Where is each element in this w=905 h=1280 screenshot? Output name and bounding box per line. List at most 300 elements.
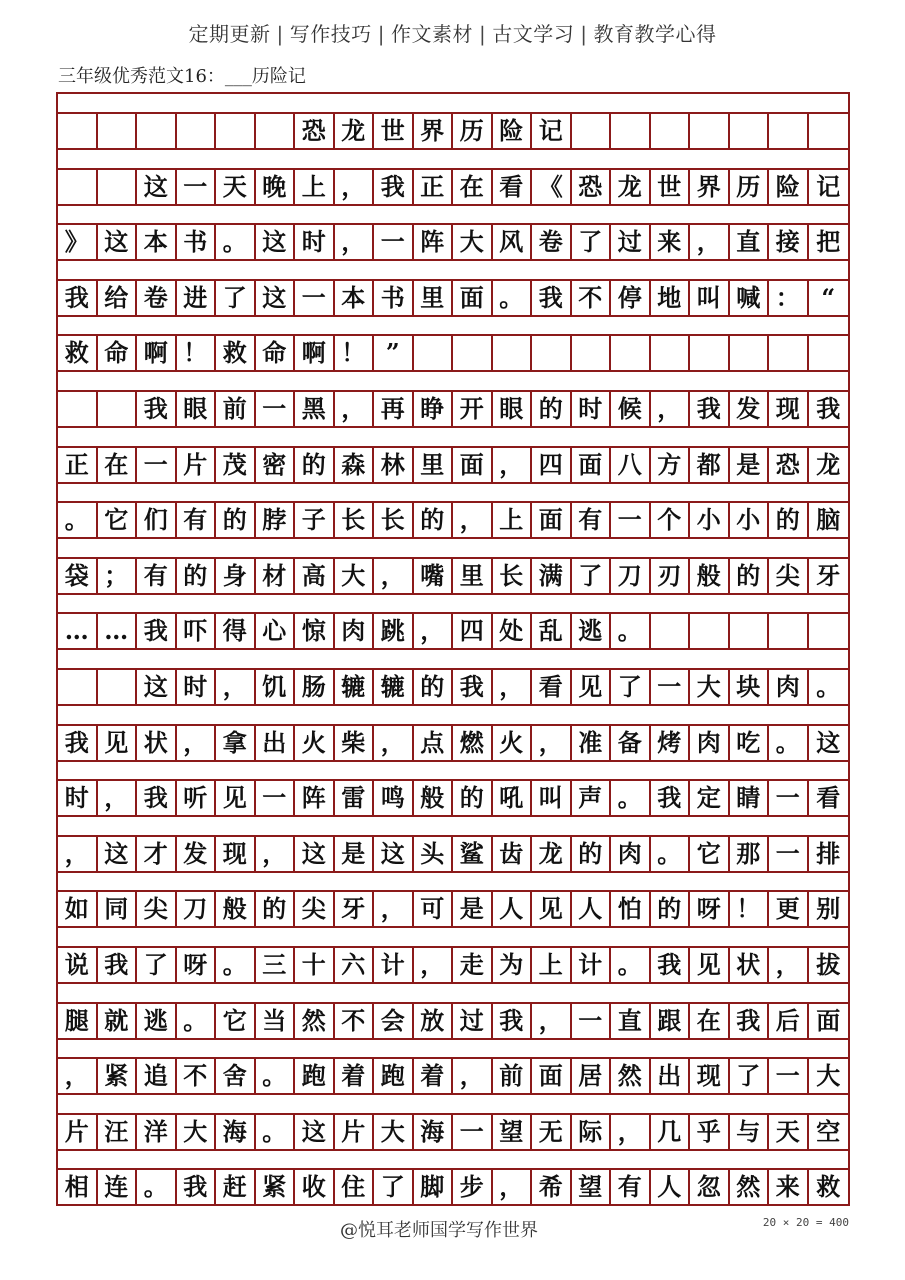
grid-cell [414, 336, 454, 370]
grid-cell: 一 [256, 781, 296, 815]
grid-cell: 过 [453, 1004, 493, 1038]
grid-cell: 追 [137, 1059, 177, 1093]
grid-cell: 我 [177, 1170, 217, 1204]
grid-cell: 方 [651, 448, 691, 482]
grid-cell: 一 [137, 448, 177, 482]
grid-cell [58, 670, 98, 704]
grid-cell [809, 614, 849, 648]
grid-cell: 它 [690, 837, 730, 871]
grid-cell: 汪 [98, 1115, 138, 1149]
grid-cell: 尖 [137, 892, 177, 926]
grid-cell: 面 [816, 1005, 841, 1035]
grid-cell: 连 [98, 1170, 138, 1204]
grid-cell: 走 [453, 948, 493, 982]
grid-cell: 嘴 [414, 559, 454, 593]
grid-cell: 声 [572, 781, 612, 815]
grid-cell: 腿 [58, 1004, 98, 1038]
grid-cell: 然 [611, 1059, 651, 1093]
grid-cell: 地 [651, 281, 691, 315]
grid-cell: 面 [532, 503, 572, 537]
grid-cell [177, 114, 217, 148]
grid-cell: 齿 [493, 837, 533, 871]
header-item-updates: 定期更新 [188, 22, 271, 46]
grid-cell [532, 336, 572, 370]
grid-cell: 不 [335, 1004, 375, 1038]
grid-cell: ， [374, 726, 414, 760]
grid-cell: 时 [295, 225, 335, 259]
grid-cell: 海 [216, 1115, 256, 1149]
grid-row [58, 612, 848, 650]
grid-cell: 给 [98, 281, 138, 315]
grid-cell: 龙 [611, 170, 651, 204]
grid-cell: ， [414, 614, 454, 648]
grid-cell: 饥 [256, 670, 296, 704]
grid-cell: 同 [98, 892, 138, 926]
grid-cell [651, 114, 691, 148]
grid-cell: 我 [137, 781, 177, 815]
grid-cell: 然 [295, 1004, 335, 1038]
grid-row [58, 334, 848, 372]
grid-cell: 面 [453, 281, 493, 315]
grid-cell: 睁 [414, 392, 454, 426]
grid-cell: 的 [651, 892, 691, 926]
grid-cell: 逃 [137, 1004, 177, 1038]
grid-cell: 当 [256, 1004, 296, 1038]
grid-cell: 高 [295, 559, 335, 593]
header-item-classical: 古文学习 [492, 22, 575, 46]
grid-cell: 是 [453, 892, 493, 926]
grid-cell: 吓 [177, 614, 217, 648]
grid-cell: 救 [216, 336, 256, 370]
grid-cell: 的 [572, 837, 612, 871]
grid-cell: ， [335, 170, 375, 204]
grid-cell [809, 114, 849, 148]
grid-cell: ， [453, 1059, 493, 1093]
grid-cell: 的 [177, 559, 217, 593]
grid-row [58, 835, 848, 873]
grid-cell: 救 [816, 1172, 841, 1202]
grid-cell [730, 336, 770, 370]
grid-cell: 袋 [58, 559, 98, 593]
grid-cell: 我 [453, 670, 493, 704]
grid-cell: 现 [216, 837, 256, 871]
grid-cell: 怕 [611, 892, 651, 926]
grid-cell: 风 [493, 225, 533, 259]
grid-cell [256, 114, 296, 148]
grid-cell: “ [821, 282, 836, 312]
grid-cell: 书 [177, 225, 217, 259]
grid-cell: 我 [137, 614, 177, 648]
grid-cell [809, 336, 849, 370]
grid-cell: 世 [651, 170, 691, 204]
grid-cell [769, 614, 809, 648]
grid-row [58, 168, 848, 206]
grid-cell: 前 [493, 1059, 533, 1093]
grid-cell: 一 [453, 1115, 493, 1149]
grid-cell: 大 [374, 1115, 414, 1149]
grid-cell: 我 [58, 726, 98, 760]
grid-cell: 几 [651, 1115, 691, 1149]
grid-cell: 般 [216, 892, 256, 926]
grid-cell: 龙 [816, 449, 841, 479]
grid-cell: 林 [374, 448, 414, 482]
grid-row [58, 1168, 848, 1206]
grid-cell: 上 [532, 948, 572, 982]
essay-subtitle: 三年级优秀范文16：___历险记 [58, 66, 306, 87]
grid-cell: 上 [493, 503, 533, 537]
grid-cell [137, 114, 177, 148]
grid-cell: 大 [335, 559, 375, 593]
grid-cell: 跳 [374, 614, 414, 648]
grid-cell: 一 [651, 670, 691, 704]
grid-cell: 六 [335, 948, 375, 982]
grid-cell: 与 [730, 1115, 770, 1149]
grid-cell: 乎 [690, 1115, 730, 1149]
grid-cell: 际 [572, 1115, 612, 1149]
grid-cell [690, 336, 730, 370]
grid-cell: 紧 [256, 1170, 296, 1204]
grid-cell: 脚 [414, 1170, 454, 1204]
grid-cell: 在 [690, 1004, 730, 1038]
grid-cell: 恐 [769, 448, 809, 482]
grid-cell: 见 [532, 892, 572, 926]
grid-cell: 肉 [690, 726, 730, 760]
grid-cell: 在 [453, 170, 493, 204]
grid-row [58, 724, 848, 762]
grid-cell: 不 [572, 281, 612, 315]
grid-cell: 四 [532, 448, 572, 482]
grid-row [58, 1002, 848, 1040]
grid-cell: 我 [493, 1004, 533, 1038]
grid-cell: 森 [335, 448, 375, 482]
grid-cell: 火 [295, 726, 335, 760]
grid-cell: 不 [177, 1059, 217, 1093]
grid-cell: 看 [532, 670, 572, 704]
grid-cell: 了 [374, 1170, 414, 1204]
grid-cell: 见 [216, 781, 256, 815]
grid-cell: 直 [611, 1004, 651, 1038]
grid-cell: 望 [493, 1115, 533, 1149]
grid-cell: 这 [256, 281, 296, 315]
grid-cell: 这 [295, 1115, 335, 1149]
grid-cell: 的 [256, 892, 296, 926]
grid-cell: 阵 [414, 225, 454, 259]
grid-cell: 界 [690, 170, 730, 204]
grid-cell [58, 114, 98, 148]
header-separator: | [580, 22, 588, 46]
grid-cell: 听 [177, 781, 217, 815]
grid-cell: 子 [295, 503, 335, 537]
grid-cell: ， [453, 503, 493, 537]
grid-cell: 叫 [690, 281, 730, 315]
grid-cell: 再 [374, 392, 414, 426]
grid-cell: 面 [453, 448, 493, 482]
author-watermark: @悦耳老师国学写作世界 [340, 1220, 538, 1241]
grid-cell: ， [690, 225, 730, 259]
grid-cell: 的 [414, 503, 454, 537]
grid-cell: 。 [651, 837, 691, 871]
grid-cell: 了 [730, 1059, 770, 1093]
grid-cell: 我 [58, 281, 98, 315]
grid-cell: 希 [532, 1170, 572, 1204]
grid-cell: 都 [690, 448, 730, 482]
header-item-writing-tips: 写作技巧 [289, 22, 372, 46]
grid-cell: 有 [572, 503, 612, 537]
grid-cell: 。 [216, 948, 256, 982]
grid-cell: 来 [651, 225, 691, 259]
header-nav [0, 18, 905, 47]
grid-row [58, 501, 848, 539]
grid-cell: 了 [572, 559, 612, 593]
grid-row [58, 1113, 848, 1151]
grid-cell [98, 392, 138, 426]
grid-cell: 出 [651, 1059, 691, 1093]
grid-cell: 见 [690, 948, 730, 982]
grid-cell: ， [493, 1170, 533, 1204]
grid-cell: 的 [216, 503, 256, 537]
grid-cell: 般 [414, 781, 454, 815]
grid-cell: 着 [414, 1059, 454, 1093]
grid-cell: 卷 [532, 225, 572, 259]
grid-cell: 人 [651, 1170, 691, 1204]
grid-cell [651, 614, 691, 648]
grid-cell: 。 [816, 672, 841, 701]
grid-cell: 正 [414, 170, 454, 204]
grid-cell [98, 670, 138, 704]
grid-cell: 天 [216, 170, 256, 204]
grid-cell: ； [98, 559, 138, 593]
grid-cell [769, 114, 809, 148]
grid-cell: 。 [769, 726, 809, 760]
grid-cell: 舍 [216, 1059, 256, 1093]
grid-cell: 。 [216, 225, 256, 259]
grid-cell: 心 [256, 614, 296, 648]
grid-cell: 现 [769, 392, 809, 426]
grid-cell: ， [58, 1059, 98, 1093]
grid-cell: 恐 [572, 170, 612, 204]
grid-cell: 书 [374, 281, 414, 315]
grid-row [58, 668, 848, 706]
grid-cell: 恐 [295, 114, 335, 148]
grid-cell: 拿 [216, 726, 256, 760]
grid-cell [453, 336, 493, 370]
grid-cell [769, 336, 809, 370]
grid-cell: 在 [98, 448, 138, 482]
grid-cell: 我 [730, 1004, 770, 1038]
grid-cell: 得 [216, 614, 256, 648]
grid-cell: ， [256, 837, 296, 871]
grid-cell: 这 [256, 225, 296, 259]
grid-cell: 居 [572, 1059, 612, 1093]
grid-cell: 小 [730, 503, 770, 537]
grid-cell: 小 [690, 503, 730, 537]
grid-cell: 身 [216, 559, 256, 593]
grid-cell: 定 [690, 781, 730, 815]
grid-cell: 赶 [216, 1170, 256, 1204]
grid-cell: 片 [177, 448, 217, 482]
grid-cell: 大 [690, 670, 730, 704]
composition-grid [56, 92, 850, 1206]
grid-cell: 洋 [137, 1115, 177, 1149]
grid-cell [651, 336, 691, 370]
grid-row [58, 279, 848, 317]
grid-cell: 《 [532, 170, 572, 204]
grid-cell: 时 [572, 392, 612, 426]
grid-cell: 刃 [651, 559, 691, 593]
grid-cell: 的 [295, 448, 335, 482]
grid-cell: 命 [98, 336, 138, 370]
grid-cell: 见 [98, 726, 138, 760]
grid-cell: 呀 [690, 892, 730, 926]
grid-cell: 刀 [611, 559, 651, 593]
grid-cell: 正 [58, 448, 98, 482]
grid-cell: 进 [177, 281, 217, 315]
grid-cell: 一 [769, 1059, 809, 1093]
grid-cell: ， [177, 726, 217, 760]
grid-cell: 空 [816, 1116, 841, 1146]
grid-cell: 看 [493, 170, 533, 204]
grid-cell: ， [769, 948, 809, 982]
grid-cell: 着 [335, 1059, 375, 1093]
grid-cell: 有 [611, 1170, 651, 1204]
grid-cell: 别 [816, 894, 841, 924]
grid-cell: 的 [730, 559, 770, 593]
grid-cell: 。 [493, 281, 533, 315]
grid-cell: 了 [572, 225, 612, 259]
grid-cell: 是 [335, 837, 375, 871]
grid-cell: 我 [532, 281, 572, 315]
grid-cell: 柴 [335, 726, 375, 760]
grid-cell: 这 [98, 837, 138, 871]
grid-cell: 八 [611, 448, 651, 482]
grid-cell: 龙 [335, 114, 375, 148]
grid-cell [611, 336, 651, 370]
grid-cell: 块 [730, 670, 770, 704]
grid-cell: 跑 [295, 1059, 335, 1093]
grid-cell [611, 114, 651, 148]
grid-cell: 命 [256, 336, 296, 370]
grid-cell: ， [216, 670, 256, 704]
grid-cell: 一 [374, 225, 414, 259]
grid-cell: 点 [414, 726, 454, 760]
grid-cell: 般 [690, 559, 730, 593]
grid-cell: 望 [572, 1170, 612, 1204]
grid-cell: 收 [295, 1170, 335, 1204]
grid-cell: 候 [611, 392, 651, 426]
grid-cell: 更 [769, 892, 809, 926]
grid-cell: 火 [493, 726, 533, 760]
grid-cell: 准 [572, 726, 612, 760]
grid-cell: 十 [295, 948, 335, 982]
grid-cell: 辘 [335, 670, 375, 704]
grid-cell: ， [414, 948, 454, 982]
grid-cell: 才 [137, 837, 177, 871]
grid-row [58, 446, 848, 484]
grid-cell: 啊 [295, 336, 335, 370]
grid-cell: 这 [816, 727, 841, 757]
grid-cell: 吼 [493, 781, 533, 815]
grid-cell: 天 [769, 1115, 809, 1149]
grid-cell: 计 [374, 948, 414, 982]
grid-cell: 的 [769, 503, 809, 537]
grid-cell [690, 114, 730, 148]
grid-cell: 牙 [816, 560, 841, 590]
header-separator: | [479, 22, 487, 46]
grid-cell: 备 [611, 726, 651, 760]
grid-cell: 。 [611, 614, 651, 648]
grid-cell: 脖 [256, 503, 296, 537]
grid-cell: 材 [256, 559, 296, 593]
grid-cell: 吃 [730, 726, 770, 760]
grid-cell: 这 [137, 670, 177, 704]
grid-cell: 睛 [730, 781, 770, 815]
grid-row [58, 890, 848, 928]
grid-cell: 出 [256, 726, 296, 760]
grid-cell: 一 [256, 392, 296, 426]
grid-cell: 我 [651, 948, 691, 982]
grid-cell: 这 [137, 170, 177, 204]
grid-cell: 龙 [532, 837, 572, 871]
grid-cell [572, 114, 612, 148]
grid-cell: 一 [572, 1004, 612, 1038]
grid-cell: 那 [730, 837, 770, 871]
grid-cell: 里 [414, 448, 454, 482]
grid-cell: 片 [58, 1115, 98, 1149]
grid-cell: 大 [177, 1115, 217, 1149]
grid-cell: ， [374, 559, 414, 593]
grid-cell: 阵 [295, 781, 335, 815]
grid-cell [58, 170, 98, 204]
grid-cell: 鲨 [453, 837, 493, 871]
grid-cell: ， [58, 837, 98, 871]
grid-cell: 面 [572, 448, 612, 482]
grid-cell: 放 [414, 1004, 454, 1038]
grid-cell: 乱 [532, 614, 572, 648]
grid-cell: ： [769, 281, 809, 315]
grid-cell: 把 [816, 227, 841, 257]
grid-cell: 排 [816, 838, 841, 868]
grid-cell: 。 [256, 1059, 296, 1093]
grid-cell: 了 [611, 670, 651, 704]
grid-cell: 》 [58, 225, 98, 259]
grid-cell: 拔 [816, 950, 841, 979]
grid-cell: 大 [453, 225, 493, 259]
grid-cell: 燃 [453, 726, 493, 760]
grid-cell: 呀 [177, 948, 217, 982]
grid-cell: 后 [769, 1004, 809, 1038]
header-item-teaching: 教育教学心得 [593, 22, 717, 46]
grid-cell: 本 [335, 281, 375, 315]
grid-cell: 我 [98, 948, 138, 982]
grid-cell: ！ [730, 892, 770, 926]
grid-cell: 雷 [335, 781, 375, 815]
grid-cell: 肠 [295, 670, 335, 704]
grid-cell: 跟 [651, 1004, 691, 1038]
grid-cell: 现 [690, 1059, 730, 1093]
grid-cell: 历 [453, 114, 493, 148]
grid-cell: 界 [414, 114, 454, 148]
grid-cell: 的 [532, 392, 572, 426]
grid-cell: 历 [730, 170, 770, 204]
grid-cell: 记 [816, 171, 841, 201]
grid-cell: 个 [651, 503, 691, 537]
grid-cell: 喊 [730, 281, 770, 315]
grid-cell: 晚 [256, 170, 296, 204]
grid-cell [572, 336, 612, 370]
grid-count-label: 20 × 20 = 400 [762, 1216, 849, 1229]
grid-cell: 一 [295, 281, 335, 315]
grid-cell: 忽 [690, 1170, 730, 1204]
